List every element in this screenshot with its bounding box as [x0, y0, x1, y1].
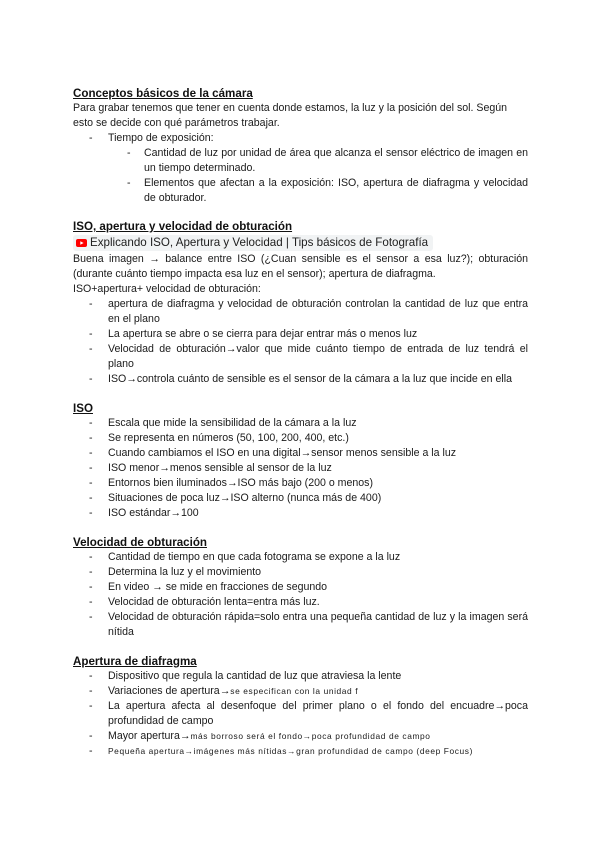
balance-paragraph: Buena imagen → balance entre ISO (¿Cuan sensible es el sensor a esa luz?); obturación (durante cuánto tiempo impacta esa luz en el sensor); apertura de diafragma.: [73, 253, 528, 280]
list-item: - ISO estándar→100: [89, 507, 199, 519]
list-item: - La apertura se abre o se cierra para dejar entrar más o menos luz: [89, 328, 418, 340]
sub-list-item: - Cantidad de luz por unidad de área que alcanza el sensor eléctrico de imagen en un tiempo determinado.: [127, 147, 528, 174]
list-item: - ISO→controla cuánto de sensible es el sensor de la cámara a la luz que incide en ella: [89, 373, 512, 385]
list-item: - La apertura afecta al desenfoque del primer plano o el fondo del encuadre→poca profundidad de campo: [89, 700, 528, 727]
exposure-list: [73, 131, 528, 206]
video-link-chip[interactable]: [73, 235, 433, 251]
list-item: - Mayor apertura→más borroso será el fondo→poca profundidad de campo: [89, 730, 431, 742]
list-item: - Velocidad de obturación→valor que mide cuánto tiempo de entrada de luz tendrá el plano: [89, 343, 528, 370]
dash-bullet: -: [127, 177, 131, 189]
list-item: - Se representa en números (50, 100, 200, 400, etc.): [89, 432, 349, 444]
apertura-list: [73, 669, 528, 759]
intro-paragraph: Para grabar tenemos que tener en cuenta donde estamos, la luz y la posición del sol. Según esto se decide con qué parámetros trabajar.: [73, 102, 508, 129]
list-item: - Situaciones de poca luz→ISO alterno (nunca más de 400): [89, 492, 382, 504]
section-title-conceptos: Conceptos básicos de la cámara: [73, 87, 253, 100]
list-item: - Escala que mide la sensibilidad de la cámara a la luz: [89, 417, 357, 429]
iso-apertura-list: [73, 297, 528, 387]
list-item: - Determina la luz y el movimiento: [89, 566, 262, 578]
list-item: - Variaciones de apertura→se especifican con la unidad f: [89, 685, 359, 697]
section-title-velocidad: Velocidad de obturación: [73, 536, 207, 549]
section-title-iso: ISO: [73, 402, 93, 415]
formula-line: ISO+apertura+ velocidad de obturación:: [73, 283, 261, 295]
section-title-apertura: Apertura de diafragma: [73, 655, 197, 668]
youtube-icon: [76, 239, 87, 247]
sub-list-item: - Elementos que afectan a la exposición: ISO, apertura de diafragma y velocidad de obturador.: [127, 177, 528, 204]
list-item: - Pequeña apertura→imágenes más nítidas→gran profundidad de campo (deep Focus): [89, 745, 473, 757]
list-item: - Entornos bien iluminados→ISO más bajo (200 o menos): [89, 477, 373, 489]
list-item: - En video → se mide en fracciones de segundo: [89, 581, 328, 593]
velocidad-list: [73, 550, 528, 640]
list-item: - Tiempo de exposición:: [89, 132, 214, 144]
document-page: [73, 86, 528, 759]
list-item: - Cuando cambiamos el ISO en una digital→sensor menos sensible a la luz: [89, 447, 457, 459]
list-item: - ISO menor→menos sensible al sensor de la luz: [89, 462, 332, 474]
list-item: - Velocidad de obturación rápida=solo entra una pequeña cantidad de luz y la imagen será nítida: [89, 611, 528, 638]
section-title-iso-apertura: ISO, apertura y velocidad de obturación: [73, 220, 293, 233]
iso-list: [73, 416, 528, 521]
dash-bullet: -: [127, 147, 131, 159]
dash-bullet: -: [89, 132, 93, 144]
list-item: - Cantidad de tiempo en que cada fotograma se expone a la luz: [89, 551, 401, 563]
list-item: - Dispositivo que regula la cantidad de luz que atraviesa la lente: [89, 670, 402, 682]
list-item: - apertura de diafragma y velocidad de obturación controlan la cantidad de luz que entra en el plano: [89, 298, 528, 325]
list-item: - Velocidad de obturación lenta=entra más luz.: [89, 596, 320, 608]
video-link-label[interactable]: Explicando ISO, Apertura y Velocidad | Tips básicos de Fotografía: [90, 236, 429, 249]
